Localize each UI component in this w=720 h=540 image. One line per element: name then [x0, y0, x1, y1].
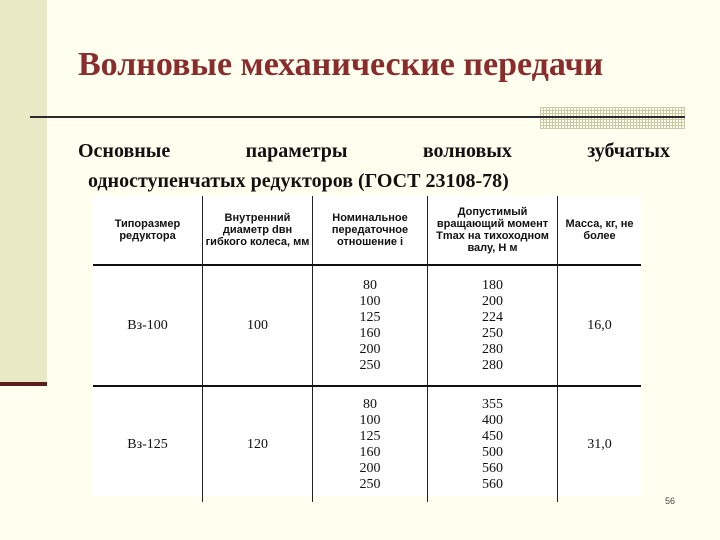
- header-torque: Допустимый вращающий момент Tmax на тихоходном валу, Н м: [428, 196, 558, 265]
- header-mass: Масса, кг, не более: [558, 196, 642, 265]
- slide-subtitle: [78, 136, 670, 196]
- title-divider: [30, 116, 685, 118]
- cell-diameter: 100: [203, 265, 313, 386]
- torque-value: 400: [482, 412, 503, 428]
- cell-ratios: [313, 386, 428, 502]
- decorative-grid-pattern: [540, 107, 685, 129]
- ratio-value: 100: [359, 293, 381, 309]
- subtitle-word: зубчатых: [587, 140, 670, 162]
- torque-value: 500: [482, 444, 503, 460]
- torque-value: 560: [482, 460, 503, 476]
- torque-value: 180: [482, 277, 503, 293]
- ratio-value: 250: [359, 476, 381, 492]
- ratio-value: 125: [359, 309, 381, 325]
- ratio-value: 100: [359, 412, 381, 428]
- torque-value: 280: [482, 341, 503, 357]
- left-band-accent-line: [0, 382, 47, 386]
- torque-value: 450: [482, 428, 503, 444]
- torque-value: 224: [482, 309, 503, 325]
- page-number: 56: [665, 496, 676, 506]
- torque-value: 355: [482, 396, 503, 412]
- header-diameter: Внутренний диаметр dвн гибкого колеса, мм: [203, 196, 313, 265]
- ratio-value: 200: [359, 341, 381, 357]
- cell-mass: 31,0: [558, 386, 642, 502]
- ratio-value: 80: [363, 396, 377, 412]
- torque-value: 250: [482, 325, 503, 341]
- cell-size: Вз-100: [93, 265, 203, 386]
- subtitle-word: Основные: [78, 140, 171, 162]
- table-header-row: [93, 196, 641, 265]
- subtitle-line-1: [78, 136, 670, 166]
- header-ratio: Номинальное передаточное отношение i: [313, 196, 428, 265]
- torque-value: 560: [482, 476, 503, 492]
- ratio-value: 125: [359, 428, 381, 444]
- ratio-value: 160: [359, 325, 381, 341]
- ratio-value: 250: [359, 357, 381, 373]
- subtitle-word: параметры: [245, 140, 348, 162]
- table-row: [93, 386, 641, 502]
- header-size: Типоразмер редуктора: [93, 196, 203, 265]
- cell-torques: [428, 265, 558, 386]
- slide-title: Волновые механические передачи: [78, 46, 604, 83]
- subtitle-word: волновых: [422, 140, 512, 162]
- parameters-table-container: [93, 196, 641, 496]
- cell-torques: [428, 386, 558, 502]
- cell-mass: 16,0: [558, 265, 642, 386]
- cell-ratios: [313, 265, 428, 386]
- table-row: [93, 265, 641, 386]
- cell-diameter: 120: [203, 386, 313, 502]
- ratio-value: 80: [363, 277, 377, 293]
- ratio-value: 160: [359, 444, 381, 460]
- parameters-table: [93, 196, 641, 502]
- cell-size: Вз-125: [127, 436, 168, 452]
- ratio-value: 200: [359, 460, 381, 476]
- left-decorative-band: [0, 0, 47, 382]
- subtitle-line-2: одноступенчатых редукторов (ГОСТ 23108-78): [88, 170, 509, 192]
- torque-value: 200: [482, 293, 503, 309]
- torque-value: 280: [482, 357, 503, 373]
